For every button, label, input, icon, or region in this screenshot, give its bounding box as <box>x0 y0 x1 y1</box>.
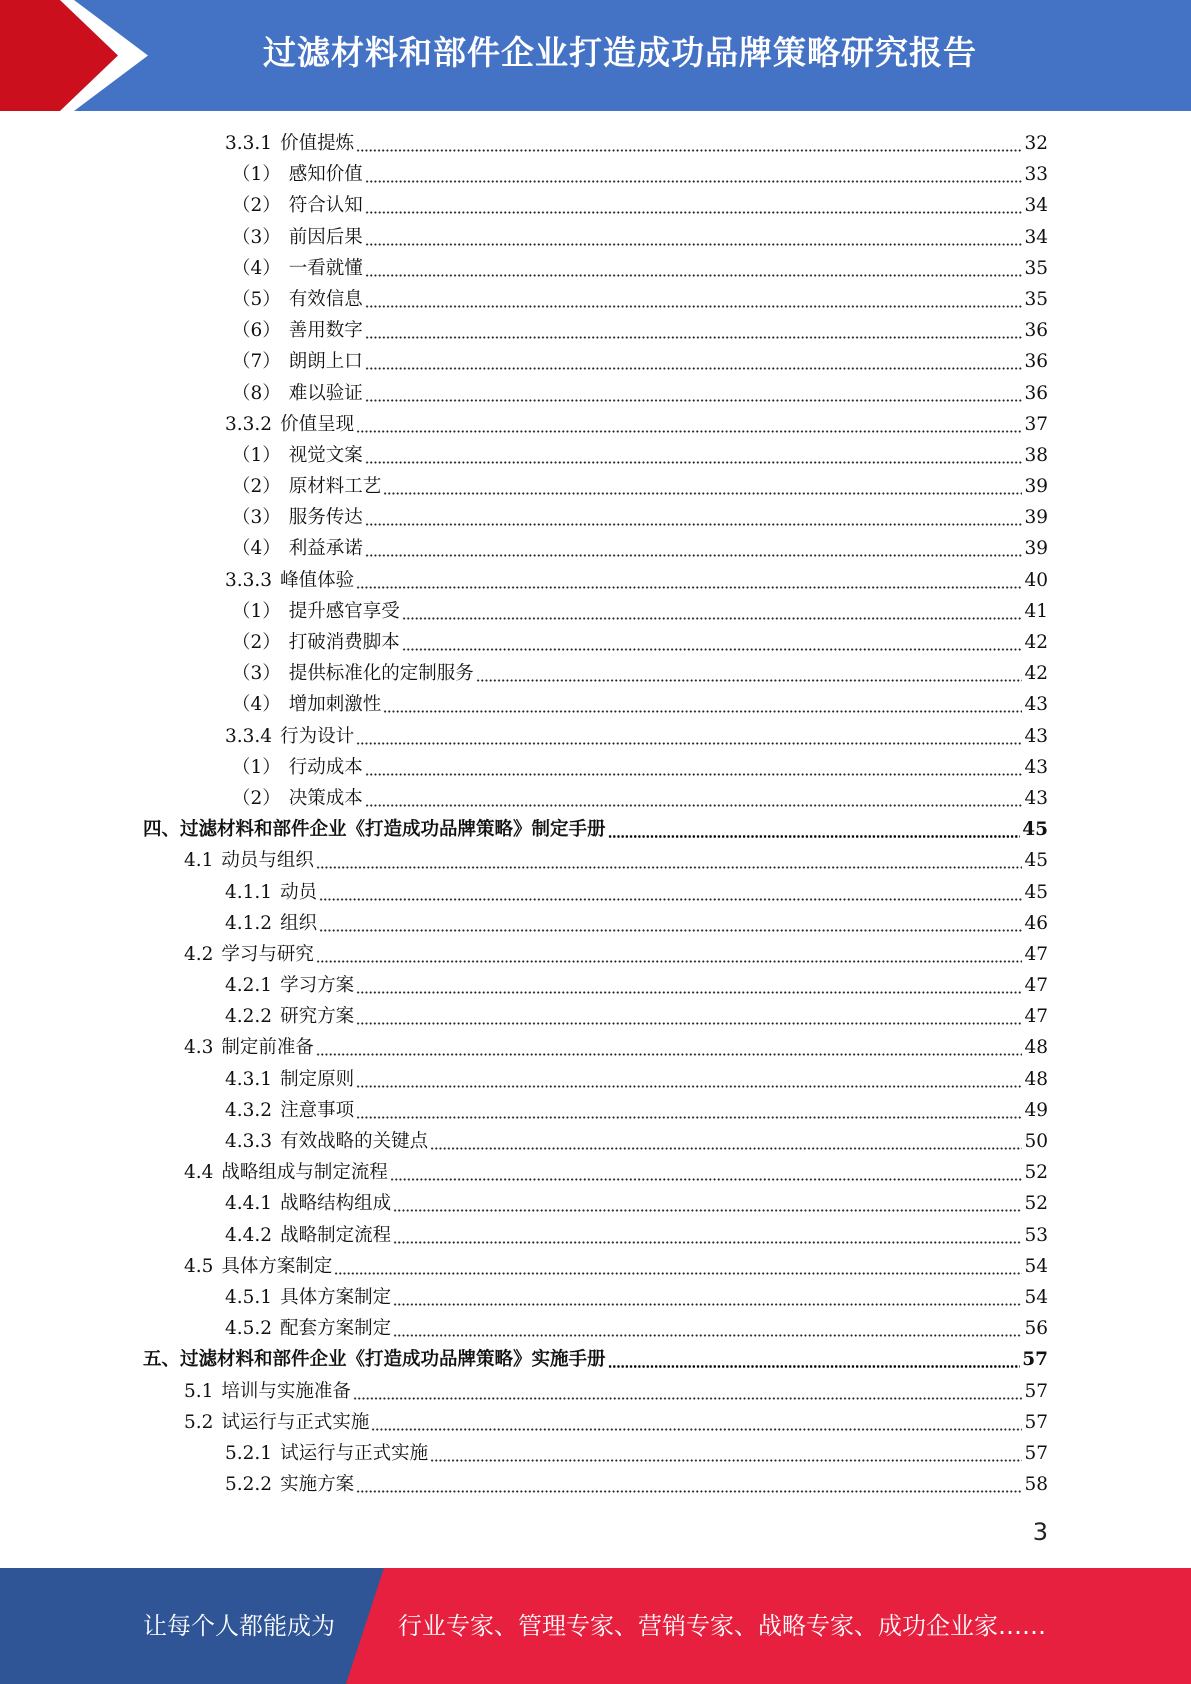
toc-entry[interactable] <box>0 440 1191 471</box>
toc-entry-label <box>225 1282 391 1313</box>
toc-entry-title: 视觉文案 <box>288 444 363 466</box>
toc-entry-title: 培训与实施准备 <box>221 1380 351 1402</box>
toc-dot-leader <box>334 1251 1022 1282</box>
toc-dot-leader <box>353 1376 1023 1407</box>
toc-entry-title: 研究方案 <box>280 1006 355 1028</box>
toc-entry-page: 43 <box>1024 787 1048 809</box>
toc-entry-page: 57 <box>1024 1442 1048 1464</box>
toc-entry-page: 58 <box>1024 1474 1048 1496</box>
toc-entry-number: （5） <box>232 288 281 310</box>
toc-entry-page: 42 <box>1024 663 1048 685</box>
toc-entry-page: 36 <box>1024 382 1048 404</box>
toc-entry-number: （2） <box>232 632 281 653</box>
toc-entry[interactable] <box>0 689 1191 720</box>
toc-entry-page: 47 <box>1024 943 1048 965</box>
toc-entry-number: 3.3.2 <box>225 413 273 435</box>
toc-dot-leader <box>608 814 1021 845</box>
toc-entry-label <box>232 440 363 471</box>
toc-entry[interactable] <box>0 222 1191 253</box>
toc-entry-label <box>184 1407 369 1438</box>
toc-entry[interactable] <box>0 190 1191 221</box>
toc-entry-label <box>184 1251 332 1282</box>
toc-entry[interactable] <box>0 783 1191 814</box>
toc-entry-page: 39 <box>1024 538 1048 560</box>
toc-entry-title: 制定前准备 <box>221 1037 314 1059</box>
toc-entry-number: 3.3.3 <box>225 569 273 591</box>
toc-entry[interactable] <box>0 471 1191 502</box>
toc-entry-page: 54 <box>1024 1255 1048 1277</box>
toc-entry[interactable] <box>0 1032 1191 1063</box>
toc-entry-number: （2） <box>232 476 281 498</box>
toc-entry-title: 战略结构组成 <box>280 1193 392 1215</box>
toc-entry-title: 打破消费脚本 <box>288 632 400 653</box>
toc-entry[interactable] <box>0 253 1191 284</box>
toc-entry[interactable] <box>0 409 1191 440</box>
toc-entry-number: 5.2 <box>184 1411 214 1433</box>
toc-dot-leader <box>365 222 1023 253</box>
toc-entry-label <box>225 128 354 159</box>
toc-entry-number: 4.1 <box>184 850 214 872</box>
toc-entry-number: （4） <box>232 538 281 560</box>
toc-entry-page: 38 <box>1024 444 1048 466</box>
toc-dot-leader <box>356 1001 1022 1032</box>
toc-entry[interactable] <box>0 721 1191 752</box>
toc-entry-label <box>225 877 317 908</box>
toc-entry[interactable] <box>0 128 1191 159</box>
toc-entry[interactable] <box>0 939 1191 970</box>
toc-entry-title: 四、过滤材料和部件企业《打造成功品牌策略》制定手册 <box>143 819 606 841</box>
toc-entry-title: 试运行与正式实施 <box>280 1442 429 1464</box>
toc-entry-label <box>232 222 363 253</box>
toc-entry[interactable] <box>0 1313 1191 1344</box>
toc-entry-page: 36 <box>1024 351 1048 373</box>
toc-entry-number: 3.3.4 <box>225 725 273 747</box>
toc-entry-page: 45 <box>1022 819 1048 841</box>
toc-entry[interactable] <box>0 1188 1191 1219</box>
toc-entry-title: 决策成本 <box>288 787 363 809</box>
toc-entry-number: 4.2.2 <box>225 1006 273 1028</box>
toc-entry[interactable] <box>0 1157 1191 1188</box>
toc-entry-title: 学习方案 <box>280 975 355 997</box>
toc-entry-number: 4.5.2 <box>225 1318 273 1340</box>
toc-entry-page: 57 <box>1024 1380 1048 1402</box>
toc-entry[interactable] <box>0 658 1191 689</box>
toc-entry-page: 41 <box>1024 600 1048 622</box>
toc-entry-page: 39 <box>1024 476 1048 498</box>
toc-entry[interactable] <box>0 1407 1191 1438</box>
toc-dot-leader <box>316 845 1023 876</box>
toc-entry-label <box>143 814 606 845</box>
toc-entry-page: 42 <box>1024 632 1048 653</box>
toc-entry[interactable] <box>0 1282 1191 1313</box>
toc-entry-page: 57 <box>1024 1411 1048 1433</box>
toc-entry-title: 峰值体验 <box>280 569 355 591</box>
toc-entry-title: 具体方案制定 <box>221 1255 333 1277</box>
toc-entry-label <box>143 1344 606 1375</box>
toc-entry-label <box>225 1438 428 1469</box>
toc-entry-label <box>225 1001 354 1032</box>
toc-entry-title: 有效信息 <box>288 288 363 310</box>
toc-entry-title: 战略制定流程 <box>280 1224 392 1246</box>
toc-entry-number: （3） <box>232 226 281 248</box>
toc-dot-leader <box>319 877 1022 908</box>
toc-entry-label <box>232 596 400 627</box>
toc-dot-leader <box>316 939 1023 970</box>
toc-entry-number: （1） <box>232 600 281 622</box>
toc-dot-leader <box>365 378 1023 409</box>
toc-entry-label <box>232 752 363 783</box>
table-of-contents <box>0 128 1191 1500</box>
toc-entry-title: 价值提炼 <box>280 133 355 154</box>
toc-entry-page: 49 <box>1024 1099 1048 1121</box>
toc-dot-leader <box>356 721 1022 752</box>
toc-dot-leader <box>356 970 1022 1001</box>
toc-dot-leader <box>356 565 1022 596</box>
toc-entry-number: 4.5 <box>184 1255 214 1277</box>
toc-entry-label <box>232 502 363 533</box>
toc-entry-page: 43 <box>1024 725 1048 747</box>
toc-dot-leader <box>365 533 1023 564</box>
toc-dot-leader <box>390 1157 1023 1188</box>
toc-entry[interactable] <box>0 1095 1191 1126</box>
toc-entry-page: 52 <box>1024 1162 1048 1184</box>
toc-entry-title: 提升感官享受 <box>288 600 400 622</box>
toc-entry[interactable] <box>0 752 1191 783</box>
toc-entry-label <box>232 284 363 315</box>
toc-entry-label <box>232 627 400 658</box>
toc-entry-title: 利益承诺 <box>288 538 363 560</box>
toc-entry-page: 40 <box>1024 569 1048 591</box>
toc-entry-number: （1） <box>232 756 281 778</box>
toc-dot-leader <box>430 1126 1022 1157</box>
footer-slogan-right: 行业专家、管理专家、营销专家、战略专家、成功企业家…… <box>398 1612 1046 1640</box>
toc-entry-number: （3） <box>232 507 281 529</box>
toc-entry-title: 价值呈现 <box>280 413 355 435</box>
toc-dot-leader <box>356 1095 1022 1126</box>
toc-dot-leader <box>365 253 1023 284</box>
toc-entry-number: 4.4.2 <box>225 1224 273 1246</box>
toc-entry[interactable] <box>0 1064 1191 1095</box>
footer-slogan-left: 让每个人都能成为 <box>143 1612 335 1640</box>
toc-entry-page: 47 <box>1024 975 1048 997</box>
toc-entry-label <box>232 378 363 409</box>
toc-dot-leader <box>365 440 1023 471</box>
toc-entry[interactable] <box>0 346 1191 377</box>
toc-dot-leader <box>365 502 1023 533</box>
toc-entry-label <box>225 1064 354 1095</box>
toc-entry-title: 难以验证 <box>288 382 363 404</box>
toc-entry-label <box>232 346 363 377</box>
toc-dot-leader <box>402 596 1023 627</box>
toc-entry-number: 4.4.1 <box>225 1193 273 1215</box>
toc-entry-page: 36 <box>1024 320 1048 342</box>
toc-dot-leader <box>365 190 1023 221</box>
toc-entry-number: （8） <box>232 382 281 404</box>
toc-entry-label <box>184 1032 314 1063</box>
toc-dot-leader <box>365 315 1023 346</box>
toc-entry[interactable] <box>0 565 1191 596</box>
toc-entry-title: 组织 <box>280 912 318 934</box>
toc-entry-page: 50 <box>1024 1131 1048 1152</box>
toc-entry-number: （1） <box>232 444 281 466</box>
toc-entry-title: 配套方案制定 <box>280 1318 392 1340</box>
toc-entry-number: （7） <box>232 351 281 373</box>
toc-entry-title: 战略组成与制定流程 <box>221 1162 388 1184</box>
toc-entry-number: （2） <box>232 787 281 809</box>
toc-entry-title: 动员 <box>280 881 318 903</box>
toc-entry-label <box>184 845 314 876</box>
toc-entry-page: 32 <box>1024 133 1048 154</box>
toc-entry-label <box>232 471 381 502</box>
toc-dot-leader <box>371 1407 1022 1438</box>
toc-entry-label <box>225 970 354 1001</box>
toc-dot-leader <box>430 1438 1022 1469</box>
toc-entry-label <box>184 1157 388 1188</box>
toc-entry-number: （1） <box>232 164 281 186</box>
toc-entry-page: 52 <box>1024 1193 1048 1215</box>
toc-entry-page: 45 <box>1024 850 1048 872</box>
toc-entry-page: 39 <box>1024 507 1048 529</box>
toc-entry-page: 34 <box>1024 195 1048 217</box>
toc-dot-leader <box>393 1313 1022 1344</box>
toc-entry-number: （2） <box>232 195 281 217</box>
toc-entry-title: 制定原则 <box>280 1068 355 1090</box>
toc-entry-number: 4.1.2 <box>225 912 273 934</box>
toc-entry-page: 45 <box>1024 881 1048 903</box>
footer-bar <box>0 1568 1191 1684</box>
toc-entry[interactable] <box>0 1126 1191 1157</box>
toc-entry-label <box>225 1469 354 1500</box>
toc-chapter-entry[interactable] <box>0 814 1191 845</box>
toc-entry-label <box>232 533 363 564</box>
toc-entry[interactable] <box>0 1251 1191 1282</box>
toc-entry-title: 有效战略的关键点 <box>280 1131 429 1152</box>
toc-entry-label <box>232 783 363 814</box>
toc-entry-title: 原材料工艺 <box>288 476 382 498</box>
toc-entry-page: 54 <box>1024 1286 1048 1308</box>
toc-entry-title: 符合认知 <box>288 195 363 217</box>
toc-dot-leader <box>393 1188 1022 1219</box>
toc-dot-leader <box>356 409 1022 440</box>
toc-entry-label <box>184 939 314 970</box>
toc-entry-number: 4.3.3 <box>225 1131 273 1152</box>
toc-dot-leader <box>356 128 1022 159</box>
toc-entry[interactable] <box>0 1376 1191 1407</box>
toc-entry-title: 前因后果 <box>288 226 363 248</box>
toc-dot-leader <box>383 689 1022 720</box>
toc-entry-page: 56 <box>1024 1318 1048 1340</box>
toc-entry-number: 5.2.1 <box>225 1442 273 1464</box>
toc-dot-leader <box>316 1032 1023 1063</box>
toc-entry-number: 4.3.2 <box>225 1099 273 1121</box>
toc-entry-label <box>225 565 354 596</box>
toc-entry[interactable] <box>0 315 1191 346</box>
toc-entry-page: 53 <box>1024 1224 1048 1246</box>
toc-entry[interactable] <box>0 970 1191 1001</box>
toc-dot-leader <box>393 1282 1022 1313</box>
toc-entry-title: 增加刺激性 <box>288 694 382 716</box>
toc-entry-page: 43 <box>1024 756 1048 778</box>
toc-entry-number: 5.1 <box>184 1380 214 1402</box>
toc-entry-title: 注意事项 <box>280 1099 355 1121</box>
toc-entry[interactable] <box>0 627 1191 658</box>
toc-entry-number: 4.3 <box>184 1037 214 1059</box>
toc-entry-page: 47 <box>1024 1006 1048 1028</box>
toc-entry-page: 37 <box>1024 413 1048 435</box>
toc-entry[interactable] <box>0 596 1191 627</box>
toc-entry-label <box>232 253 363 284</box>
toc-entry-number: （3） <box>232 663 281 685</box>
toc-entry-title: 服务传达 <box>288 507 363 529</box>
toc-entry-label <box>225 409 354 440</box>
toc-dot-leader <box>365 783 1023 814</box>
toc-entry-title: 五、过滤材料和部件企业《打造成功品牌策略》实施手册 <box>143 1349 606 1371</box>
toc-dot-leader <box>356 1469 1022 1500</box>
toc-entry-label <box>225 1095 354 1126</box>
toc-entry[interactable] <box>0 533 1191 564</box>
toc-entry-label <box>225 1220 391 1251</box>
toc-entry[interactable] <box>0 1438 1191 1469</box>
toc-entry-label <box>232 190 363 221</box>
toc-entry-number: 4.5.1 <box>225 1286 273 1308</box>
toc-entry-label <box>232 658 474 689</box>
toc-entry[interactable] <box>0 845 1191 876</box>
report-title: 过滤材料和部件企业打造成功品牌策略研究报告 <box>263 33 977 72</box>
toc-entry-page: 34 <box>1024 226 1048 248</box>
page-number: 3 <box>1032 1518 1048 1546</box>
toc-dot-leader <box>365 284 1023 315</box>
toc-entry-label <box>225 1126 428 1157</box>
toc-entry[interactable] <box>0 159 1191 190</box>
toc-entry-title: 试运行与正式实施 <box>221 1411 370 1433</box>
header-arrow-decoration <box>0 0 160 111</box>
toc-entry-title: 提供标准化的定制服务 <box>288 663 474 685</box>
toc-entry-title: 善用数字 <box>288 320 363 342</box>
toc-entry-page: 57 <box>1022 1349 1048 1371</box>
toc-dot-leader <box>356 1064 1022 1095</box>
toc-dot-leader <box>383 471 1022 502</box>
toc-dot-leader <box>365 159 1023 190</box>
toc-entry-title: 感知价值 <box>288 164 363 186</box>
toc-entry-label <box>225 1188 391 1219</box>
toc-entry-label <box>232 689 381 720</box>
toc-entry-page: 43 <box>1024 694 1048 716</box>
toc-entry-title: 动员与组织 <box>221 850 314 872</box>
toc-entry-number: 4.2 <box>184 943 214 965</box>
header-bar <box>0 0 1191 111</box>
toc-entry-number: 4.2.1 <box>225 975 273 997</box>
toc-entry-number: （6） <box>232 320 281 342</box>
toc-entry-number: 4.3.1 <box>225 1068 273 1090</box>
toc-dot-leader <box>608 1344 1021 1375</box>
toc-entry-page: 35 <box>1024 257 1048 279</box>
toc-entry-label <box>225 908 317 939</box>
toc-dot-leader <box>365 346 1023 377</box>
toc-entry-label <box>184 1376 351 1407</box>
toc-dot-leader <box>319 908 1022 939</box>
toc-entry-number: 3.3.1 <box>225 133 273 154</box>
toc-chapter-entry[interactable] <box>0 1344 1191 1375</box>
toc-entry-number: （4） <box>232 257 281 279</box>
toc-entry-label <box>232 315 363 346</box>
toc-entry[interactable] <box>0 1001 1191 1032</box>
toc-dot-leader <box>393 1220 1022 1251</box>
toc-entry-label <box>232 159 363 190</box>
toc-entry[interactable] <box>0 502 1191 533</box>
toc-entry-title: 朗朗上口 <box>288 351 363 373</box>
toc-entry-number: 4.1.1 <box>225 881 273 903</box>
toc-entry-title: 实施方案 <box>280 1474 355 1496</box>
toc-entry[interactable] <box>0 284 1191 315</box>
toc-entry-page: 46 <box>1024 912 1048 934</box>
toc-entry-title: 学习与研究 <box>221 943 314 965</box>
toc-entry[interactable] <box>0 908 1191 939</box>
toc-entry[interactable] <box>0 877 1191 908</box>
toc-entry-label <box>225 1313 391 1344</box>
toc-entry-number: （4） <box>232 694 281 716</box>
toc-dot-leader <box>476 658 1023 689</box>
toc-entry-title: 行动成本 <box>288 756 363 778</box>
toc-entry-label <box>225 721 354 752</box>
toc-entry-number: 4.4 <box>184 1162 214 1184</box>
toc-entry-title: 行为设计 <box>280 725 355 747</box>
toc-entry-page: 33 <box>1024 164 1048 186</box>
toc-entry[interactable] <box>0 378 1191 409</box>
toc-dot-leader <box>402 627 1023 658</box>
toc-entry[interactable] <box>0 1469 1191 1500</box>
toc-entry-title: 一看就懂 <box>288 257 363 279</box>
toc-entry-title: 具体方案制定 <box>280 1286 392 1308</box>
toc-entry-page: 48 <box>1024 1037 1048 1059</box>
toc-entry-page: 48 <box>1024 1068 1048 1090</box>
toc-entry[interactable] <box>0 1220 1191 1251</box>
toc-dot-leader <box>365 752 1023 783</box>
toc-entry-number: 5.2.2 <box>225 1474 273 1496</box>
toc-entry-page: 35 <box>1024 288 1048 310</box>
